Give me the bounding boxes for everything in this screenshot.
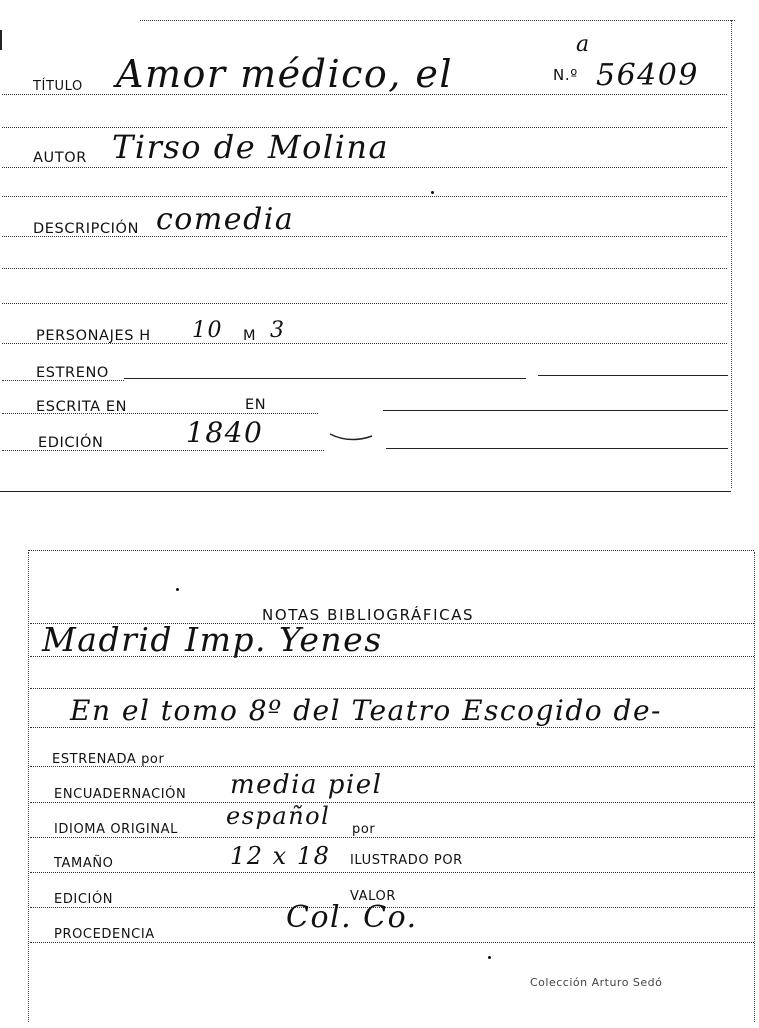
blank-rule-3 — [2, 268, 727, 269]
autor-value: Tirso de Molina — [112, 128, 390, 166]
personajes-m-value: 3 — [270, 318, 286, 343]
estreno-rule-b — [124, 378, 526, 379]
ink-speck — [431, 191, 434, 194]
escrita-en-label: ESCRITA EN — [36, 399, 128, 415]
descripcion-value: comedia — [156, 202, 295, 237]
idioma-label: IDIOMA ORIGINAL — [54, 822, 179, 837]
encuadernacion-value: media piel — [230, 770, 383, 800]
coleccion-footer: Colección Arturo Sedó — [530, 976, 663, 989]
idioma-rule — [30, 837, 754, 838]
por-label: por — [352, 822, 376, 837]
notas-heading: NOTAS BIBLIOGRÁFICAS — [262, 606, 475, 624]
ink-speck — [488, 956, 491, 959]
estreno-label: ESTRENO — [36, 365, 109, 381]
titulo-value: Amor médico, el — [116, 52, 454, 96]
encuadernacion-label: ENCUADERNACIÓN — [54, 787, 187, 802]
escrita-rule-b — [383, 410, 728, 411]
personajes-m-label: M — [243, 328, 257, 344]
edicion-value: 1840 — [186, 416, 264, 449]
notas-line-2-rule — [30, 727, 754, 728]
descripcion-rule — [2, 236, 727, 237]
numero-value: 56409 — [596, 58, 699, 93]
en-label: EN — [245, 397, 267, 413]
ink-stroke — [328, 430, 376, 444]
card-right-border — [731, 20, 732, 488]
card-right-border — [754, 552, 755, 1022]
encuadernacion-rule — [30, 802, 754, 803]
escrita-rule-a — [2, 413, 318, 414]
blank-rule-1 — [30, 688, 754, 689]
notas-line-2: En el tomo 8º del Teatro Escogido de- — [70, 694, 662, 727]
descripcion-label: DESCRIPCIÓN — [33, 221, 140, 237]
estreno-rule-a — [2, 380, 124, 381]
personajes-label: PERSONAJES H — [36, 328, 151, 344]
card-bottom-border — [0, 491, 731, 492]
personajes-h-value: 10 — [192, 318, 223, 343]
autor-label: AUTOR — [33, 150, 87, 166]
edicion-rule-a — [2, 450, 324, 451]
estrenada-rule — [30, 766, 754, 767]
card-top-border — [140, 20, 735, 21]
edicion-rule-b — [386, 448, 728, 449]
autor-rule — [2, 167, 727, 168]
notas-line-1: Madrid Imp. Yenes — [42, 620, 383, 659]
personajes-rule — [2, 343, 727, 344]
procedencia-rule — [30, 942, 754, 943]
ink-speck — [176, 588, 179, 591]
numero-suffix: a — [576, 32, 591, 57]
edicion-label: EDICIÓN — [38, 435, 104, 451]
procedencia-label: PROCEDENCIA — [54, 927, 155, 942]
procedencia-value: Col. Co. — [286, 900, 418, 935]
estrenada-label: ESTRENADA por — [52, 752, 165, 767]
blank-rule-2 — [2, 196, 727, 197]
valor-label: VALOR — [350, 889, 396, 904]
numero-label: N.º — [553, 66, 578, 84]
card-left-border — [28, 552, 29, 1022]
ilustrado-label: ILUSTRADO POR — [350, 853, 463, 868]
tamano-rule — [30, 872, 754, 873]
catalog-card-front — [0, 0, 759, 500]
tamano-value: 12 x 18 — [230, 842, 331, 870]
card-top-border — [28, 550, 754, 551]
edicion-label: EDICIÓN — [54, 892, 114, 907]
titulo-rule — [2, 94, 727, 95]
tamano-label: TAMAÑO — [54, 856, 114, 871]
catalog-card-back — [0, 540, 759, 1028]
edge-mark — [0, 30, 4, 50]
notas-line-1-rule — [30, 656, 754, 657]
blank-rule-4 — [2, 303, 727, 304]
titulo-label: TÍTULO — [33, 79, 83, 94]
idioma-value: español — [226, 802, 331, 830]
estreno-rule-c — [538, 375, 728, 376]
